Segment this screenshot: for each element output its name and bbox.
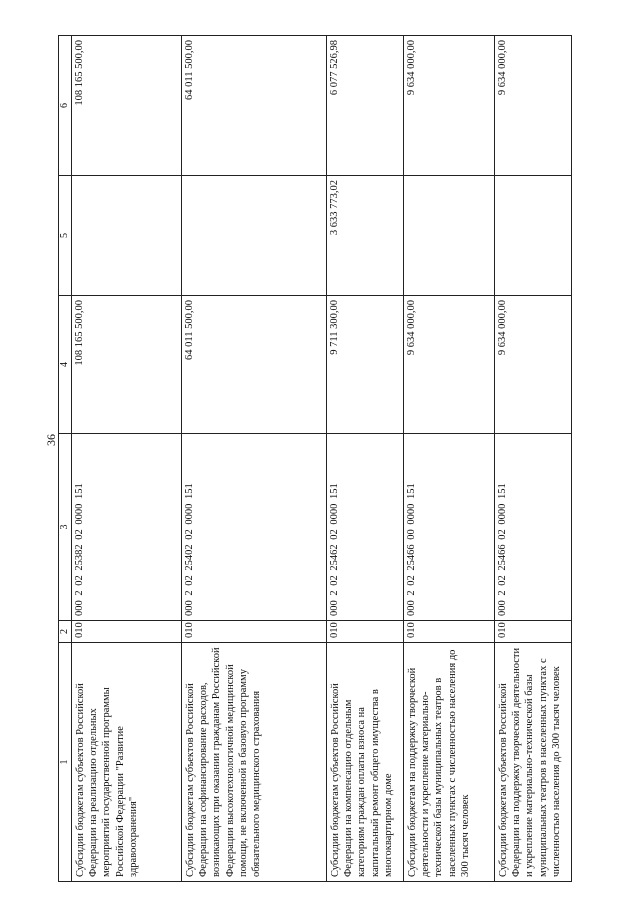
column-header: 4 <box>59 296 72 434</box>
row-col5-value: 3 633 773,02 <box>327 176 404 296</box>
row-col6-value: 64 011 500,00 <box>182 36 327 176</box>
row-col4-value: 9 634 000,00 <box>495 296 572 434</box>
row-col4-value: 64 011 500,00 <box>182 296 327 434</box>
row-col5-value <box>182 176 327 296</box>
budget-table-container <box>58 36 562 882</box>
budget-table <box>58 35 572 882</box>
column-header: 1 <box>59 643 72 882</box>
row-name: Субсидии бюджетам субъектов Российской Федерации на софинансирование расходов, возникающих при оказании гражданам Российской Федерации высокотехнологичной медицинской помощи, не включенной в базовую программу обязательного медицинского страхования <box>182 643 327 882</box>
table-header-row <box>59 36 72 882</box>
row-col5-value <box>404 176 495 296</box>
row-col4-value: 108 165 500,00 <box>72 296 182 434</box>
row-budget-code: 000 2 02 25402 02 0000 151 <box>182 434 327 621</box>
row-admin-code: 010 <box>495 621 572 643</box>
column-header: 2 <box>59 621 72 643</box>
row-col6-value: 9 634 000,00 <box>404 36 495 176</box>
page-number: 36 <box>44 434 58 446</box>
row-admin-code: 010 <box>182 621 327 643</box>
table-row <box>182 36 327 882</box>
row-budget-code: 000 2 02 25382 02 0000 151 <box>72 434 182 621</box>
row-admin-code: 010 <box>72 621 182 643</box>
row-col4-value: 9 711 300,00 <box>327 296 404 434</box>
row-col5-value <box>72 176 182 296</box>
column-header: 5 <box>59 176 72 296</box>
table-row <box>495 36 572 882</box>
row-col4-value: 9 634 000,00 <box>404 296 495 434</box>
row-budget-code: 000 2 02 25466 02 0000 151 <box>495 434 572 621</box>
row-name: Субсидии бюджетам на поддержку творческой деятельности и укрепление материально-технической базы муниципальных театров в населенных пунктах с численностью населения до 300 тысяч человек <box>404 643 495 882</box>
table-row <box>404 36 495 882</box>
row-col6-value: 108 165 500,00 <box>72 36 182 176</box>
row-col6-value: 9 634 000,00 <box>495 36 572 176</box>
row-name: Субсидии бюджетам субъектов Российской Федерации на поддержку творческой деятельности и укрепление материально-технической базы муниципальных театров в населенных пунктах с численностью населения до 300 тысяч человек <box>495 643 572 882</box>
row-col5-value <box>495 176 572 296</box>
table-row <box>327 36 404 882</box>
row-name: Субсидии бюджетам субъектов Российской Федерации на компенсацию отдельным категориям граждан оплаты взноса на капитальный ремонт общего имущества в многоквартирном доме <box>327 643 404 882</box>
row-admin-code: 010 <box>327 621 404 643</box>
row-admin-code: 010 <box>404 621 495 643</box>
row-name: Субсидии бюджетам субъектов Российской Федерации на реализацию отдельных мероприятий государственной программы Российской Федерации "Развитие здравоохранения" <box>72 643 182 882</box>
row-budget-code: 000 2 02 25466 00 0000 151 <box>404 434 495 621</box>
column-header: 3 <box>59 434 72 621</box>
table-row <box>72 36 182 882</box>
row-col6-value: 6 077 526,98 <box>327 36 404 176</box>
row-budget-code: 000 2 02 25462 02 0000 151 <box>327 434 404 621</box>
column-header: 6 <box>59 36 72 176</box>
